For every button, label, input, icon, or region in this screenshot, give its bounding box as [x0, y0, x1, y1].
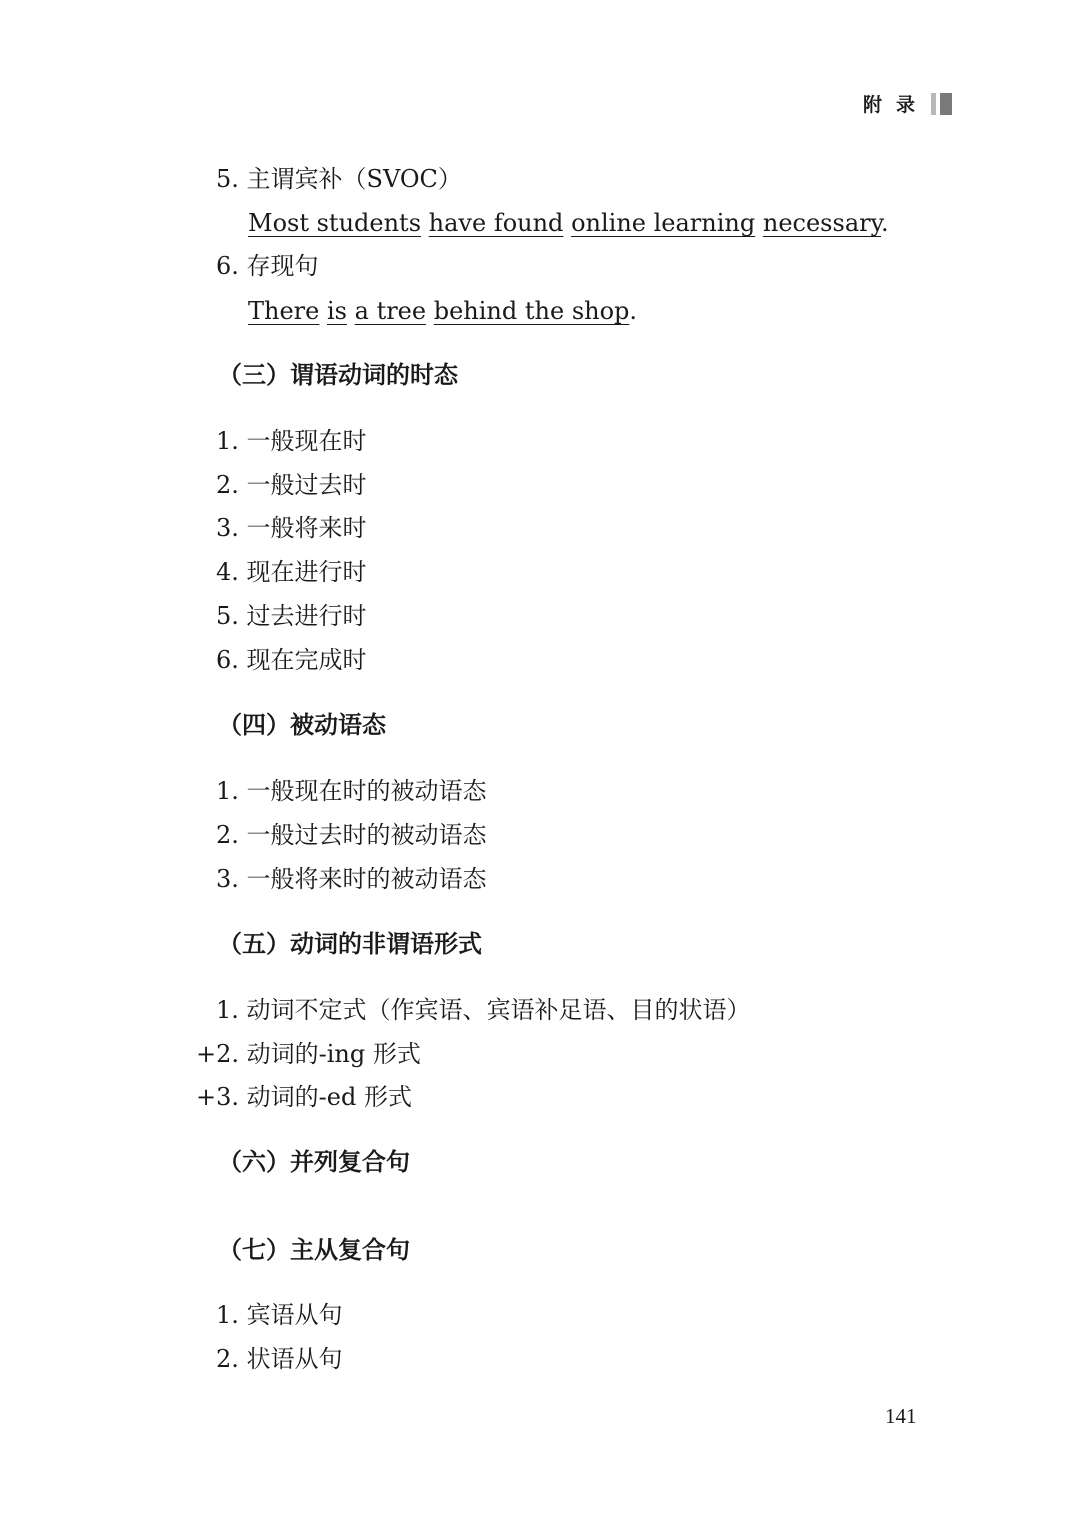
list-item: 6. 现在完成时: [216, 646, 367, 674]
existential-item: 6. 存现句: [216, 252, 319, 280]
list-item: 1. 一般现在时: [216, 427, 367, 455]
svoc-item: 5. 主谓宾补（SVOC）: [216, 165, 462, 193]
list-item: 4. 现在进行时: [216, 558, 367, 586]
list-item: 5. 过去进行时: [216, 602, 367, 630]
list-item: +3. 动词的-ed 形式: [196, 1083, 412, 1111]
header-bar-thick: [940, 93, 952, 115]
list-item: 2. 状语从句: [216, 1345, 343, 1373]
existential-adverbial: behind the shop: [433, 297, 630, 325]
existential-example: [248, 296, 637, 326]
svoc-object: online learning: [571, 209, 756, 237]
section-title: （三）谓语动词的时态: [218, 361, 458, 389]
svoc-verb: have found: [428, 209, 564, 237]
section-title: （五）动词的非谓语形式: [218, 930, 482, 958]
header-title: 附录: [862, 94, 929, 116]
page-number: 141: [885, 1404, 917, 1428]
header-bar-thin: [931, 93, 936, 115]
section-title: （七）主从复合句: [218, 1236, 410, 1264]
svoc-complement: necessary: [762, 209, 881, 237]
list-item: 3. 一般将来时的被动语态: [216, 865, 487, 893]
svoc-example: [248, 208, 889, 238]
list-item: 1. 宾语从句: [216, 1301, 343, 1329]
svoc-subject: Most students: [248, 209, 422, 237]
existential-verb: is: [326, 297, 347, 325]
existential-subject: a tree: [354, 297, 427, 325]
list-item: 2. 一般过去时: [216, 471, 367, 499]
list-item: 2. 一般过去时的被动语态: [216, 821, 487, 849]
existential-there: There: [248, 297, 320, 325]
list-item: 1. 一般现在时的被动语态: [216, 777, 487, 805]
list-item: 3. 一般将来时: [216, 514, 367, 542]
section-title: （六）并列复合句: [218, 1148, 410, 1176]
section-title: （四）被动语态: [218, 711, 386, 739]
running-header: [863, 90, 952, 117]
list-item: 1. 动词不定式（作宾语、宾语补足语、目的状语）: [216, 996, 751, 1024]
existential-period: .: [629, 297, 638, 325]
svoc-period: .: [880, 209, 889, 237]
list-item: +2. 动词的-ing 形式: [196, 1040, 421, 1068]
